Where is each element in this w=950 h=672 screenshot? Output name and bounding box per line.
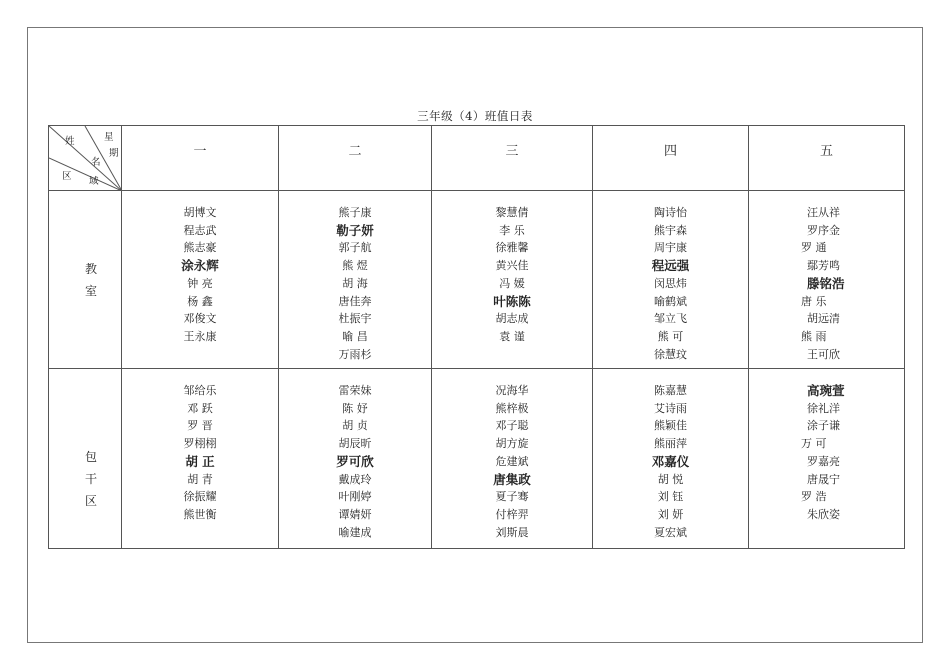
student-name: 邹给乐 <box>183 384 217 397</box>
student-name: 徐雅馨 <box>495 241 529 255</box>
student-name: 胡志成 <box>495 312 529 326</box>
student-name: 唐集政 <box>493 471 531 487</box>
area-row-classroom <box>49 191 905 369</box>
student-name: 熊 雨 <box>801 329 827 343</box>
student-name: 喻鹤斌 <box>654 294 687 308</box>
student-name: 罗 浩 <box>801 490 827 504</box>
day-header-thu: 四 <box>593 126 749 191</box>
corner-area-char-2: 域 <box>89 176 99 187</box>
header-row <box>49 126 905 191</box>
student-name: 陈 妤 <box>342 401 368 415</box>
student-name: 危建斌 <box>495 454 529 468</box>
student-name: 熊 煜 <box>342 259 368 273</box>
student-name: 罗嘉亮 <box>807 454 840 468</box>
student-name: 陶诗怡 <box>654 206 687 219</box>
area-label-char: 教 <box>84 261 97 276</box>
student-name: 王永康 <box>183 329 217 343</box>
student-name: 徐振耀 <box>183 490 217 504</box>
area-label-char: 干 <box>84 471 97 486</box>
student-name: 夏宏斌 <box>654 525 687 539</box>
student-name: 钟 亮 <box>187 276 213 290</box>
day-header-mon: 一 <box>122 126 279 191</box>
student-name: 邓子聪 <box>495 419 529 433</box>
student-name: 唐晟宁 <box>807 472 840 486</box>
student-name: 徐礼洋 <box>807 401 840 415</box>
student-name: 程志武 <box>183 223 217 237</box>
student-name: 熊志豪 <box>183 241 217 255</box>
corner-week-char-2: 期 <box>109 148 119 159</box>
names-cell-classroom-thu <box>593 191 749 369</box>
student-name: 涂永辉 <box>181 258 219 274</box>
student-name: 涂子谦 <box>807 419 840 433</box>
student-name: 胡 正 <box>185 453 215 469</box>
area-label-contracted <box>49 369 122 549</box>
student-name: 杨 鑫 <box>187 294 213 308</box>
student-name: 熊子康 <box>338 206 372 219</box>
student-name: 滕铭浩 <box>807 275 845 291</box>
student-name: 刘斯晨 <box>495 525 529 539</box>
student-name: 邓俊文 <box>183 312 217 326</box>
names-cell-classroom-fri <box>749 191 905 369</box>
student-name: 程远强 <box>651 258 690 274</box>
student-name: 熊梓极 <box>495 401 529 415</box>
corner-name-char-2: 名 <box>91 157 101 168</box>
area-label-char: 区 <box>84 493 97 508</box>
student-name: 唐 乐 <box>801 294 827 308</box>
student-name: 况海华 <box>495 384 529 397</box>
student-name: 罗栩栩 <box>183 437 217 451</box>
student-name: 郭子航 <box>338 241 372 255</box>
student-name: 胡方旋 <box>495 437 529 451</box>
student-name: 汪从祥 <box>807 206 840 219</box>
corner-area-char-1: 区 <box>62 171 72 182</box>
student-name: 朱欣姿 <box>807 507 840 521</box>
student-name: 万 可 <box>801 437 827 451</box>
names-cell-contracted-thu <box>593 369 749 549</box>
student-name: 罗序金 <box>807 223 840 237</box>
student-name: 夏子骞 <box>495 490 529 504</box>
student-name: 胡远清 <box>807 312 840 326</box>
day-header-tue: 二 <box>279 126 432 191</box>
corner-header-cell <box>49 126 122 191</box>
student-name: 勒子妍 <box>336 222 374 238</box>
table-title: 三年级（4）班值日表 <box>417 109 533 123</box>
student-name: 熊 可 <box>657 329 684 343</box>
student-name: 罗 晋 <box>187 419 213 433</box>
student-name: 王可欣 <box>807 347 840 361</box>
names-cell-contracted-tue <box>279 369 432 549</box>
area-label-classroom <box>49 191 122 369</box>
names-cell-contracted-fri <box>749 369 905 549</box>
student-name: 叶陈陈 <box>493 293 531 309</box>
names-cell-contracted-mon <box>122 369 279 549</box>
student-name: 刘 钰 <box>657 490 684 504</box>
names-cell-classroom-wed <box>432 191 593 369</box>
student-name: 唐佳奔 <box>338 294 372 308</box>
student-name: 邹立飞 <box>654 312 687 326</box>
corner-name-char-1: 姓 <box>65 136 75 147</box>
student-name: 胡 青 <box>187 472 213 486</box>
student-name: 袁 谨 <box>499 329 525 343</box>
student-name: 胡 贞 <box>342 419 368 433</box>
student-name: 李 乐 <box>499 223 525 237</box>
student-name: 艾诗雨 <box>654 401 687 415</box>
student-name: 万雨杉 <box>338 347 372 361</box>
student-name: 黎慧倩 <box>495 206 529 219</box>
area-label-char: 室 <box>84 283 97 298</box>
duty-roster-table <box>48 125 905 549</box>
student-name: 叶刚婷 <box>338 490 372 504</box>
names-cell-contracted-wed <box>432 369 593 549</box>
student-name: 陈嘉慧 <box>654 384 687 397</box>
student-name: 熊宇森 <box>654 223 687 237</box>
student-name: 邓 跃 <box>187 401 213 415</box>
student-name: 冯 媛 <box>499 276 525 290</box>
area-label-char: 包 <box>84 449 97 464</box>
student-name: 鄢芳鸣 <box>807 259 840 273</box>
student-name: 周宇康 <box>654 241 687 255</box>
student-name: 雷荣妹 <box>338 384 372 397</box>
student-name: 付梓羿 <box>495 507 529 521</box>
student-name: 胡辰昕 <box>338 437 372 451</box>
student-name: 熊颖佳 <box>654 419 687 433</box>
names-cell-classroom-tue <box>279 191 432 369</box>
student-name: 闵思炜 <box>654 276 687 290</box>
student-name: 徐慧玟 <box>654 347 687 361</box>
corner-week-char-1: 星 <box>104 132 114 143</box>
student-name: 罗可欣 <box>336 453 374 469</box>
student-name: 刘 妍 <box>657 507 684 521</box>
names-cell-classroom-mon <box>122 191 279 369</box>
student-name: 邓嘉仪 <box>651 453 690 469</box>
student-name: 高琬萱 <box>807 383 845 398</box>
student-name: 熊世衡 <box>183 507 217 521</box>
student-name: 罗 通 <box>801 241 827 255</box>
student-name: 熊丽萍 <box>654 437 687 451</box>
day-header-fri: 五 <box>749 126 905 191</box>
student-name: 胡博文 <box>183 206 217 219</box>
student-name: 喻 昌 <box>342 329 368 343</box>
student-name: 胡 悦 <box>657 472 684 486</box>
student-name: 胡 海 <box>342 276 368 290</box>
area-row-contracted <box>49 369 905 549</box>
student-name: 黄兴佳 <box>495 259 529 273</box>
student-name: 杜振宇 <box>338 312 372 326</box>
student-name: 谭婧妍 <box>338 507 372 521</box>
student-name: 戴成玲 <box>338 472 372 486</box>
student-name: 喻建成 <box>338 525 372 539</box>
day-header-wed: 三 <box>432 126 593 191</box>
